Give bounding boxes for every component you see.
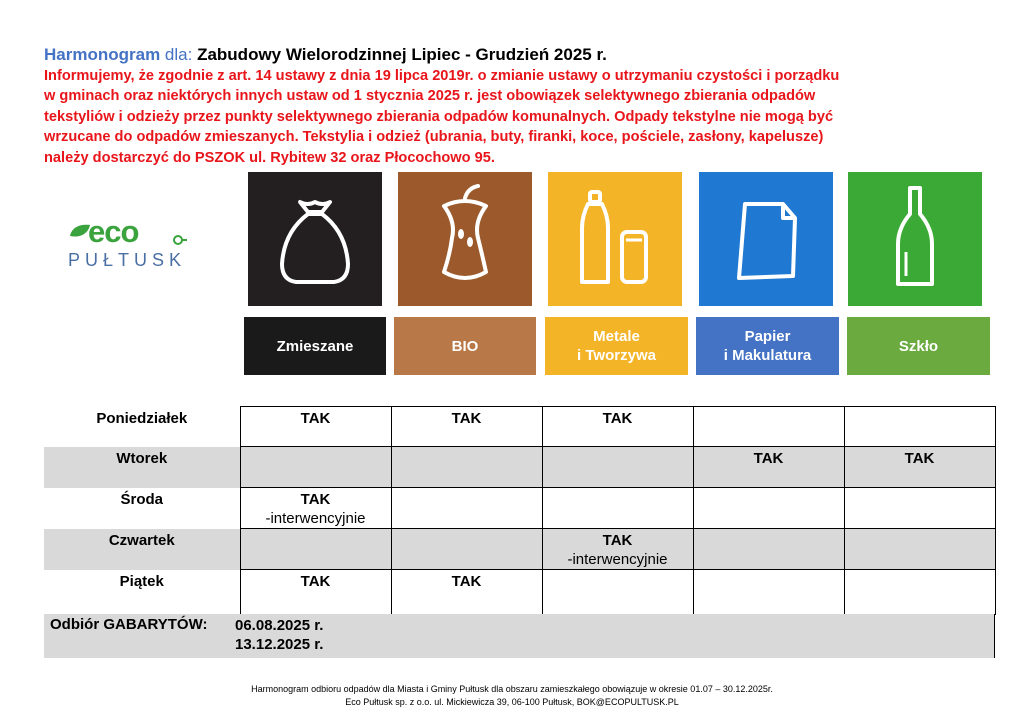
tak-text: TAK [602, 532, 633, 549]
category-icon-zmieszane [248, 172, 382, 306]
schedule-cell [542, 407, 693, 447]
category-label-metale [545, 317, 688, 375]
schedule-cell [542, 570, 693, 615]
schedule-cell [391, 529, 542, 570]
category-icon-metale [548, 172, 682, 306]
schedule-cell [844, 488, 995, 529]
schedule-cell [391, 407, 542, 447]
schedule-cell [240, 407, 391, 447]
logo-city-text: PUŁTUSK [68, 250, 187, 270]
category-label-text: BIO [451, 337, 479, 355]
day-label [44, 529, 240, 570]
table-row [44, 447, 995, 488]
schedule-cell [844, 529, 995, 570]
tak-text: TAK [451, 573, 482, 590]
glass-bottle-icon [848, 172, 982, 306]
info-line: w gminach oraz niektórych innych ustaw od 1 stycznia 2025 r. jest obowiązek selektywnego zbierania odpadów [44, 88, 816, 105]
schedule-cell [240, 529, 391, 570]
trash-bag-icon [248, 172, 382, 306]
category-label-text: Zmieszane [276, 337, 354, 355]
tak-text: TAK [753, 450, 784, 467]
bulky-waste-dates [235, 616, 323, 654]
schedule-cell [693, 488, 844, 529]
schedule-cell [542, 488, 693, 529]
schedule-cell [693, 447, 844, 488]
day-text: Poniedziałek [96, 409, 188, 427]
bulky-waste-label: Odbiór GABARYTÓW: [50, 616, 208, 633]
footer-line: Harmonogram odbioru odpadów dla Miasta i Gminy Pułtusk dla obszaru zamieszkałego obowiązuje w okresie 01.07 – 30.12.2025r. [251, 684, 773, 694]
title-subject: Zabudowy Wielorodzinnej Lipiec - Grudzień 2025 r. [197, 45, 607, 64]
apple-core-icon [398, 172, 532, 306]
category-icon-papier [699, 172, 833, 306]
schedule-cell [391, 488, 542, 529]
day-text: Środa [120, 490, 163, 508]
tak-text: TAK [300, 410, 331, 427]
schedule-cell [693, 407, 844, 447]
day-label [44, 570, 240, 615]
pickup-date: 13.12.2025 r. [235, 636, 324, 653]
table-row [44, 529, 995, 570]
plug-icon [172, 234, 188, 246]
paper-sheet-icon [699, 172, 833, 306]
schedule-cell [844, 570, 995, 615]
schedule-cell [844, 447, 995, 488]
schedule-cell [844, 407, 995, 447]
schedule-cell [391, 447, 542, 488]
tak-text: TAK [602, 410, 633, 427]
table-row [44, 407, 995, 447]
day-text: Czwartek [108, 531, 175, 549]
category-label-text: Szkło [898, 337, 939, 355]
schedule-cell [542, 529, 693, 570]
category-icon-bio [398, 172, 532, 306]
day-label [44, 407, 240, 447]
schedule-cell [693, 529, 844, 570]
info-notice [44, 66, 994, 168]
note-text: -interwencyjnie [265, 510, 366, 527]
day-label [44, 488, 240, 529]
page-title [44, 44, 994, 65]
schedule-cell [391, 570, 542, 615]
schedule-table [44, 406, 996, 615]
tak-text: TAK [451, 410, 482, 427]
category-label-text: Metale [593, 328, 640, 345]
footer [0, 683, 1024, 709]
header [44, 44, 994, 168]
schedule-cell [542, 447, 693, 488]
info-line: tekstyliów i odzieży przez punkty selektywnego zbierania odpadów komunalnych. Odpady tekstylne nie mogą być [44, 108, 834, 125]
table-row [44, 570, 995, 615]
pickup-date: 06.08.2025 r. [235, 617, 324, 634]
schedule-cell [240, 570, 391, 615]
day-text: Wtorek [116, 449, 168, 467]
bulky-waste-pickup [44, 614, 995, 658]
info-line: należy dostarczyć do PSZOK ul. Rybitew 32 oraz Płocochowo 95. [44, 149, 495, 166]
category-label-papier [696, 317, 839, 375]
title-harmonogram: Harmonogram [44, 45, 161, 64]
category-label-bio [394, 317, 536, 375]
day-text: Piątek [119, 572, 164, 590]
category-label-text: Papier [744, 328, 791, 345]
category-label-text: i Makulatura [723, 347, 812, 364]
tak-text: TAK [300, 491, 331, 508]
bottle-can-icon [548, 172, 682, 306]
eco-pultusk-logo [68, 214, 208, 274]
logo-eco-text: eco [88, 214, 139, 249]
category-label-zmieszane [244, 317, 386, 375]
category-icon-szklo [848, 172, 982, 306]
schedule-cell [240, 447, 391, 488]
tak-text: TAK [300, 573, 331, 590]
day-label [44, 447, 240, 488]
table-row [44, 488, 995, 529]
schedule-cell [693, 570, 844, 615]
note-text: -interwencyjnie [567, 551, 668, 568]
info-line: Informujemy, że zgodnie z art. 14 ustawy z dnia 19 lipca 2019r. o zmianie ustawy o utrzymaniu czystości i porządku [44, 68, 840, 84]
schedule-cell [240, 488, 391, 529]
category-label-szklo [847, 317, 990, 375]
tak-text: TAK [904, 450, 935, 467]
info-line: wrzucane do odpadów zmieszanych. Tekstylia i odzież (ubrania, buty, firanki, koce, pościele, zasłony, kapelusze) [44, 129, 824, 146]
title-dla: dla: [164, 45, 193, 64]
footer-line: Eco Pułtusk sp. z o.o. ul. Mickiewicza 39, 06-100 Pułtusk, BOK@ECOPULTUSK.PL [345, 697, 679, 707]
category-label-text: i Tworzywa [577, 347, 656, 364]
